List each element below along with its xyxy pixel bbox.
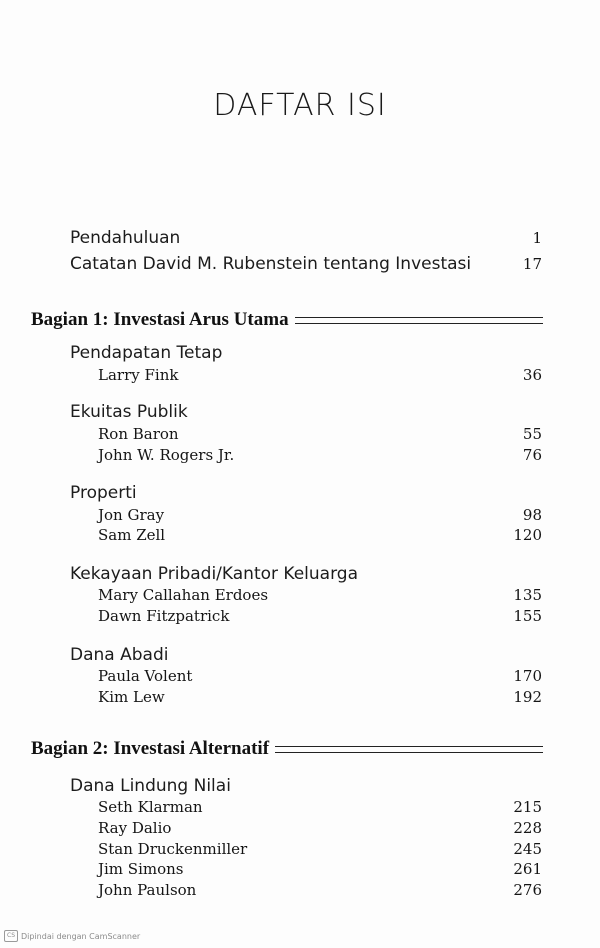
category-heading: Pendapatan Tetap [70,343,223,363]
toc-entry[interactable] [98,446,542,464]
entry-page: 98 [522,506,542,524]
entry-name: Seth Klarman [98,798,203,816]
entry-page: 261 [513,860,542,878]
entry-page: 76 [522,446,542,464]
toc-entry[interactable] [98,881,542,899]
entry-name: John Paulson [98,881,197,899]
category-heading: Ekuitas Publik [70,402,188,422]
toc-entry[interactable] [98,819,542,837]
entry-page: 55 [522,425,542,443]
category-heading: Kekayaan Pribadi/Kantor Keluarga [70,564,358,584]
scanner-watermark [4,930,140,942]
entry-page: 17 [522,255,542,273]
entry-name: John W. Rogers Jr. [98,446,235,464]
entry-name: Paula Volent [98,667,193,685]
part-label: Bagian 2: Investasi Alternatif [31,738,270,759]
entry-page: 155 [513,607,542,625]
entry-page: 192 [513,688,542,706]
toc-entry[interactable] [98,425,542,443]
entry-name: Mary Callahan Erdoes [98,586,269,604]
toc-entry[interactable] [98,667,542,685]
entry-name: Ray Dalio [98,819,172,837]
toc-entry[interactable] [98,607,542,625]
category-heading: Dana Abadi [70,645,169,665]
toc-entry-front[interactable] [70,228,542,248]
entry-name: Jon Gray [98,506,165,524]
toc-entry[interactable] [98,506,542,524]
toc-entry[interactable] [98,586,542,604]
entry-name: Kim Lew [98,688,165,706]
entry-label: Catatan David M. Rubenstein tentang Investasi [70,254,472,274]
part-heading [31,738,543,760]
entry-page: 228 [513,819,542,837]
entry-name: Jim Simons [98,860,184,878]
part-label: Bagian 1: Investasi Arus Utama [31,309,289,330]
entry-page: 245 [513,840,542,858]
entry-name: Sam Zell [98,526,166,544]
toc-entry[interactable] [98,840,542,858]
toc-entry[interactable] [98,798,542,816]
toc-entry[interactable] [98,688,542,706]
toc-entry[interactable] [98,366,542,384]
entry-page: 1 [532,229,542,247]
toc-entry[interactable] [98,860,542,878]
category-heading: Properti [70,483,137,503]
entry-name: Larry Fink [98,366,179,384]
entry-page: 170 [513,667,542,685]
category-heading: Dana Lindung Nilai [70,776,231,796]
entry-label: Pendahuluan [70,228,181,248]
part-heading [31,309,543,331]
entry-name: Dawn Fitzpatrick [98,607,230,625]
entry-page: 36 [522,366,542,384]
watermark-text: Dipindai dengan CamScanner [21,931,141,941]
double-rule [275,746,543,753]
entry-page: 120 [513,526,542,544]
entry-page: 135 [513,586,542,604]
entry-name: Stan Druckenmiller [98,840,248,858]
toc-entry[interactable] [98,526,542,544]
double-rule [295,317,543,324]
entry-page: 215 [513,798,542,816]
toc-entry-front[interactable] [70,254,542,274]
entry-page: 276 [513,881,542,899]
entry-name: Ron Baron [98,425,179,443]
page-title: DAFTAR ISI [213,88,387,123]
camscanner-logo-icon: CS [4,930,18,942]
